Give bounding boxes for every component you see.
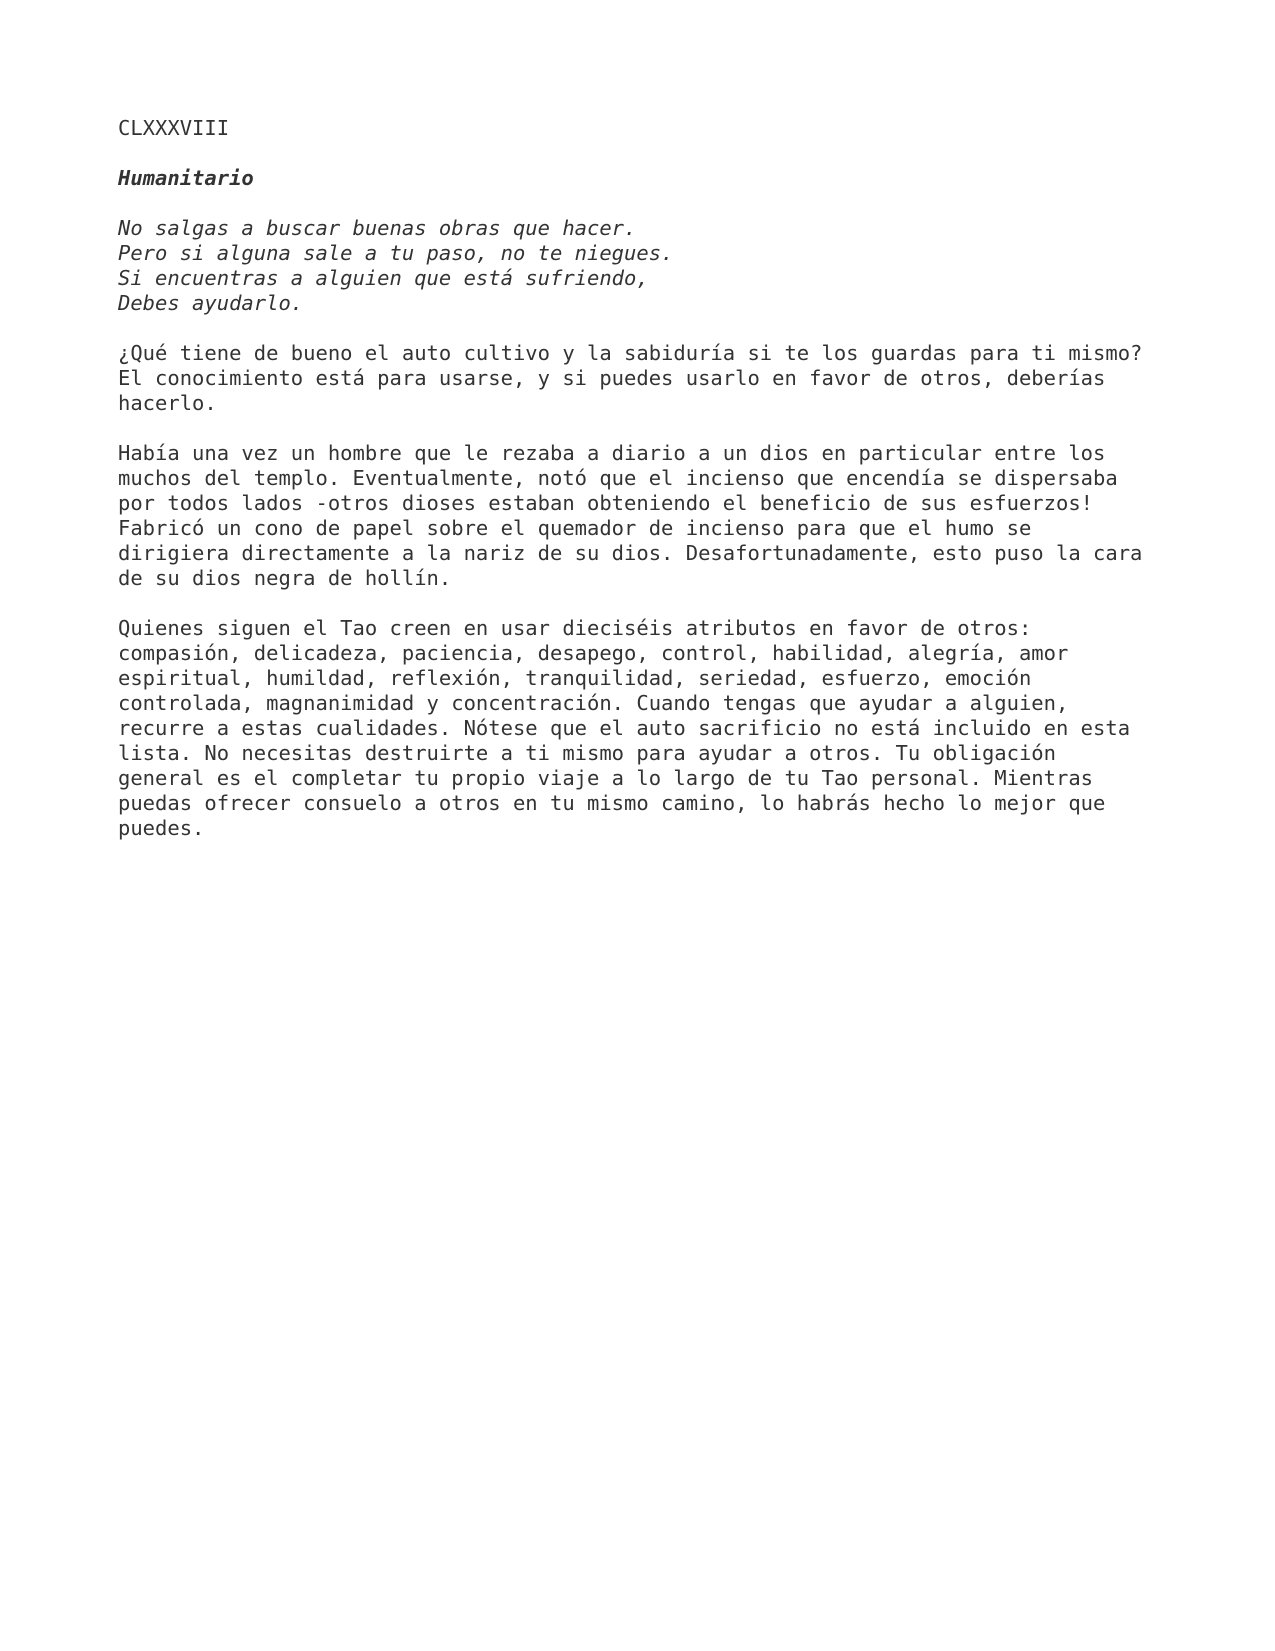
paragraph-line: hacerlo. [118,391,217,415]
paragraph-line: recurre a estas cualidades. Nótese que el auto sacrificio no está incluido en esta [118,716,1131,740]
paragraph-line: muchos del templo. Eventualmente, notó que el incienso que encendía se dispersaba [118,466,1118,490]
paragraph-line: puedas ofrecer consuelo a otros en tu mismo camino, lo habrás hecho lo mejor que [118,791,1106,815]
paragraph-3 [118,616,1218,841]
verse-line: Debes ayudarlo. [118,291,304,315]
verse-line: Pero si alguna sale a tu paso, no te niegues. [118,241,674,265]
paragraph-line: dirigiera directamente a la nariz de su dios. Desafortunadamente, esto puso la cara [118,541,1143,565]
verse-line: Si encuentras a alguien que está sufriendo, [118,266,649,290]
paragraph-line: lista. No necesitas destruirte a ti mismo para ayudar a otros. Tu obligación [118,741,1056,765]
paragraph-line: Quienes siguen el Tao creen en usar dieciséis atributos en favor de otros: [118,616,1032,640]
verse-line: No salgas a buscar buenas obras que hacer. [118,216,637,240]
chapter-title: Humanitario [118,166,254,190]
paragraph-line: compasión, delicadeza, paciencia, desapego, control, habilidad, alegría, amor [118,641,1069,665]
paragraph-line: espiritual, humildad, reflexión, tranquilidad, seriedad, esfuerzo, emoción [118,666,1032,690]
chapter-numeral: CLXXXVIII [118,116,230,140]
paragraph-line: ¿Qué tiene de bueno el auto cultivo y la sabiduría si te los guardas para ti mismo? [118,341,1143,365]
document-page [118,116,1218,866]
paragraph-line: El conocimiento está para usarse, y si puedes usarlo en favor de otros, deberías [118,366,1106,390]
paragraph-line: puedes. [118,816,205,840]
paragraph-line: general es el completar tu propio viaje a lo largo de tu Tao personal. Mientras [118,766,1094,790]
paragraph-1 [118,341,1218,416]
paragraph-2 [118,441,1218,591]
paragraph-line: de su dios negra de hollín. [118,566,452,590]
paragraph-line: Había una vez un hombre que le rezaba a diario a un dios en particular entre los [118,441,1106,465]
paragraph-line: por todos lados -otros dioses estaban obteniendo el beneficio de sus esfuerzos! [118,491,1094,515]
verse-block [118,216,1218,316]
paragraph-line: Fabricó un cono de papel sobre el quemador de incienso para que el humo se [118,516,1032,540]
paragraph-line: controlada, magnanimidad y concentración. Cuando tengas que ayudar a alguien, [118,691,1069,715]
